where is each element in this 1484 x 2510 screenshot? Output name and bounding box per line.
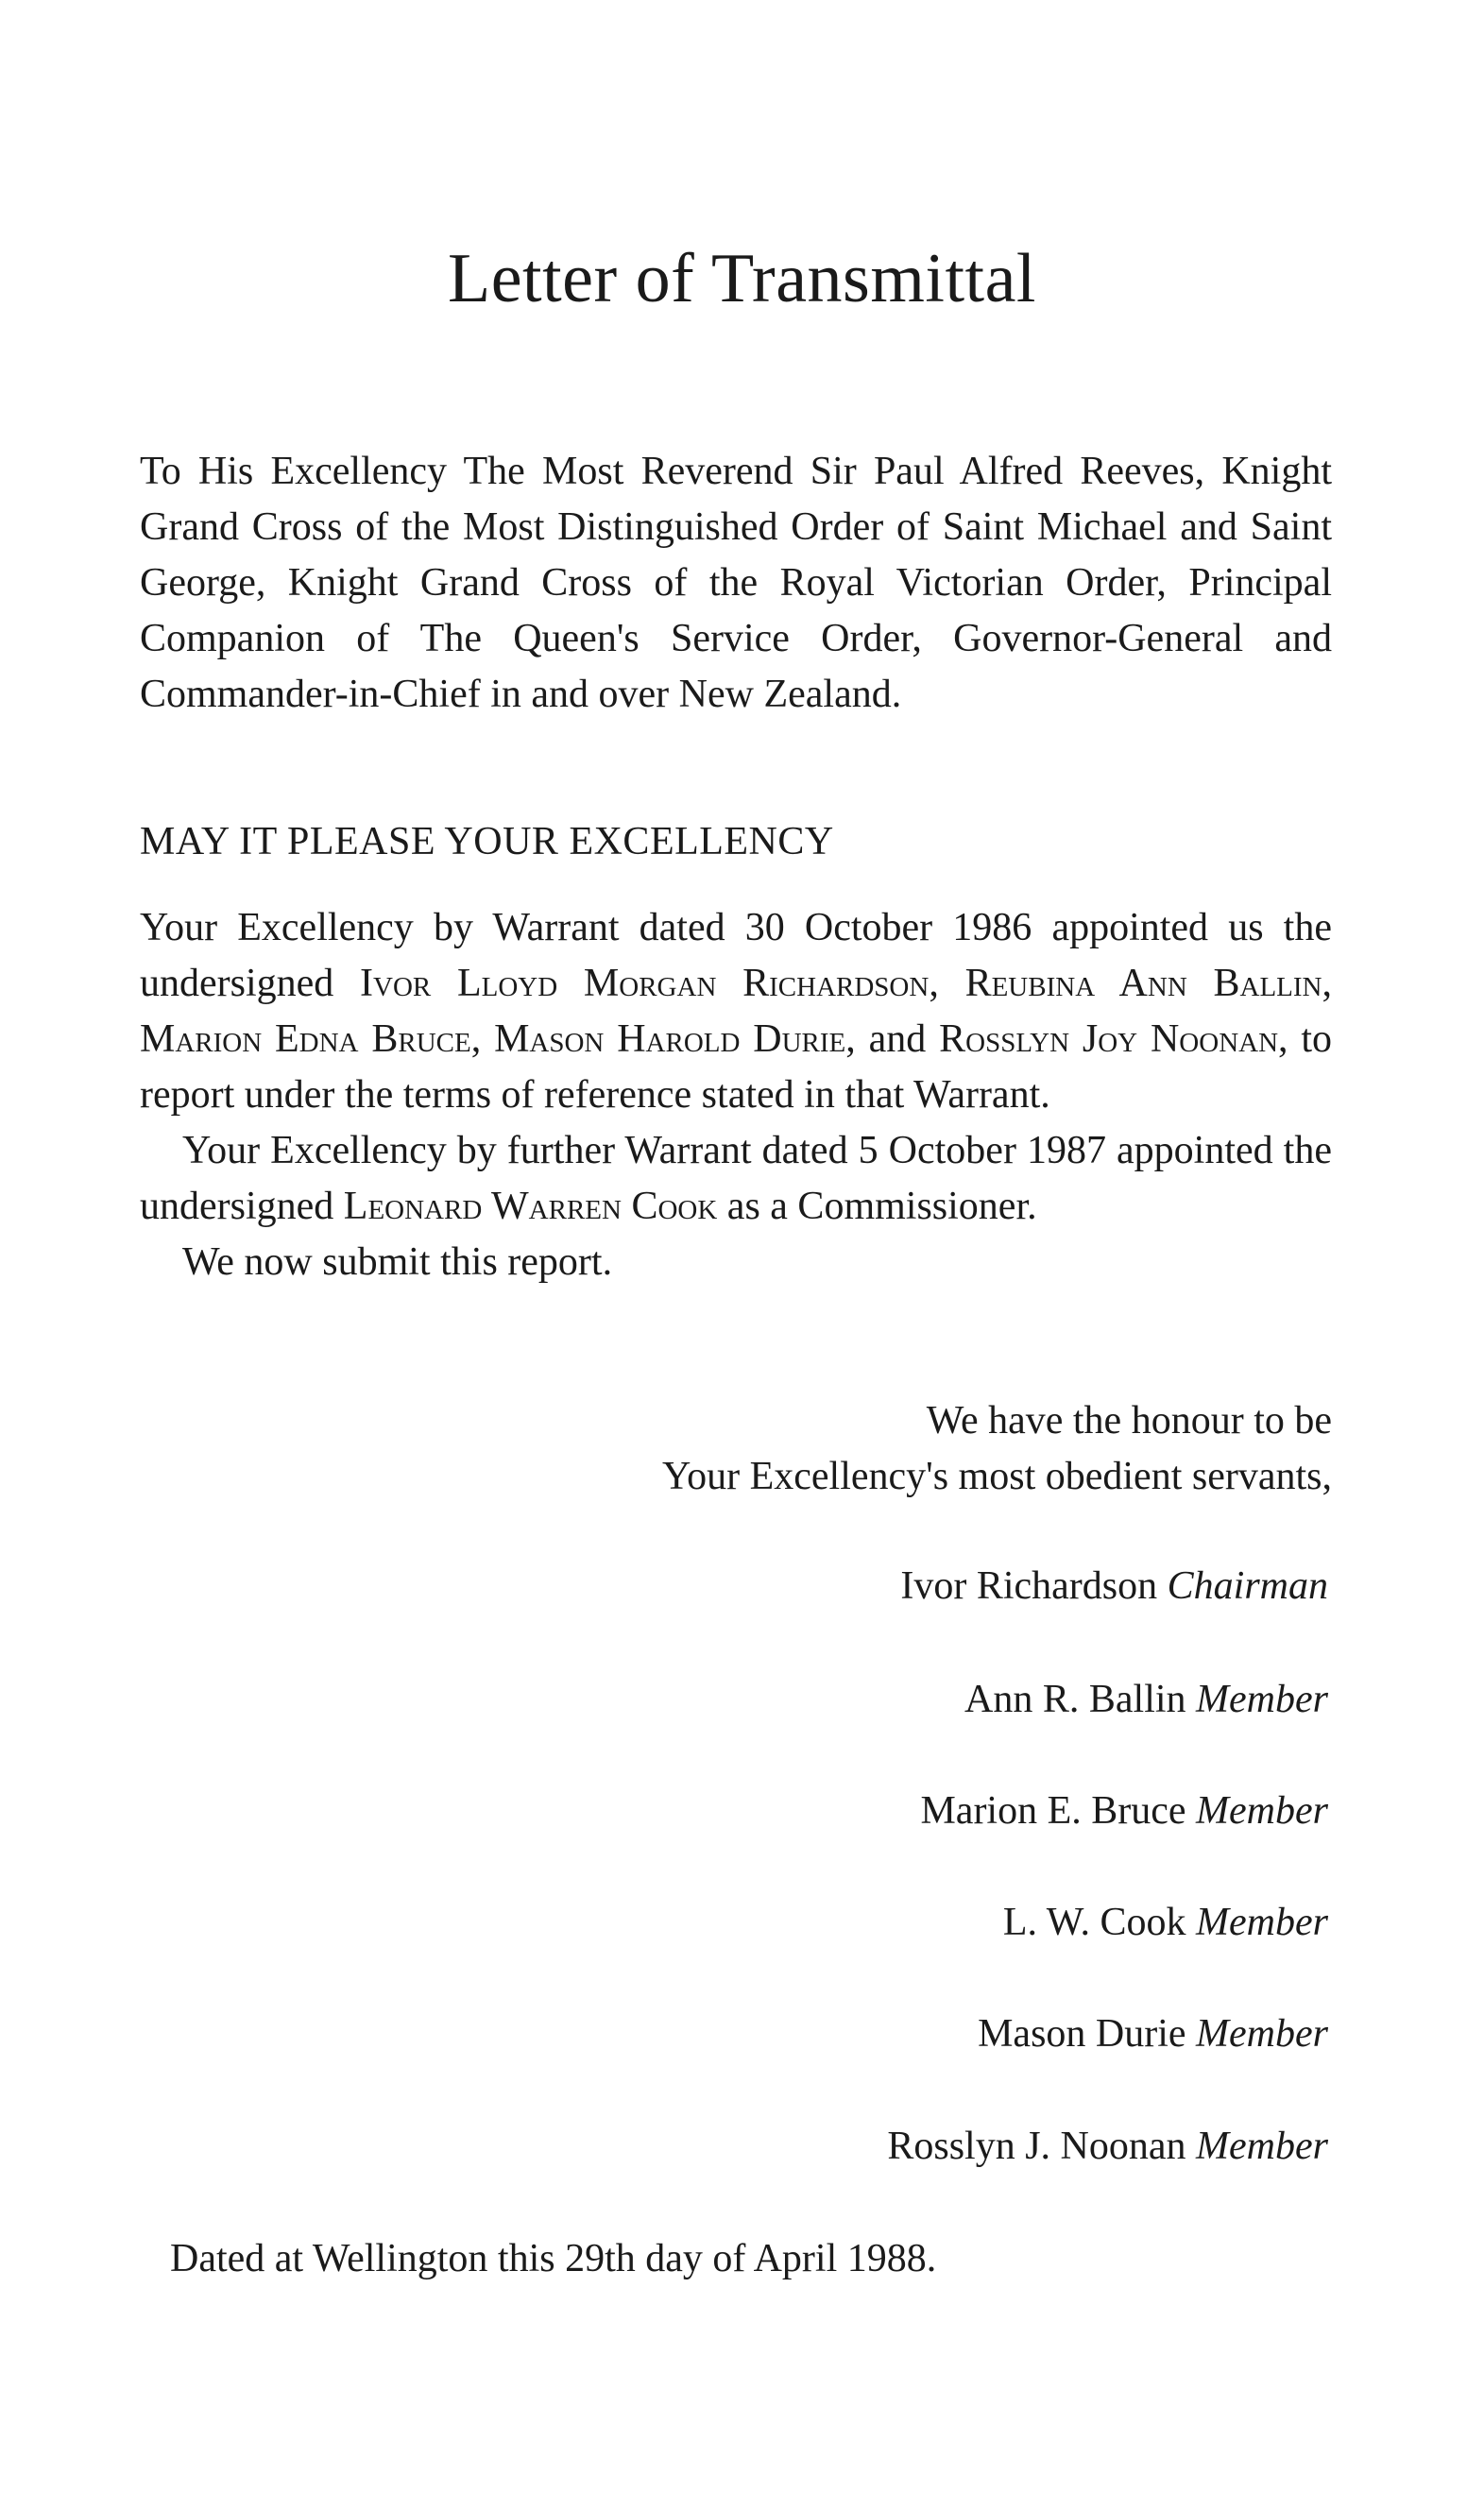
signatory-role: Member [1196, 1901, 1328, 1944]
commissioner-name: Leonard Warren Cook [343, 1185, 718, 1228]
paragraph-text: as a Commissioner. [717, 1185, 1037, 1228]
signatory-role: Member [1196, 2125, 1328, 2168]
signatory-name: Rosslyn J. Noonan [887, 2125, 1186, 2168]
paragraph-text: , to report under the terms of reference stated in that Warrant. [140, 1017, 1333, 1117]
commissioner-name: Rosslyn Joy Noonan [939, 1017, 1279, 1061]
salutation: MAY IT PLEASE YOUR EXCELLENCY [140, 820, 834, 863]
signatory-role: Chairman [1167, 1564, 1328, 1608]
commissioner-name: Reubina Ann Ballin [964, 962, 1322, 1005]
signature-line [920, 1784, 1328, 1839]
signatory-name: Mason Durie [978, 2012, 1186, 2056]
signature-line [978, 2006, 1328, 2062]
paragraph-text: Your Excellency by Warrant dated 30 October 1986 appointed us the undersigned [140, 906, 1332, 1005]
submission-paragraph: We now submit this report. [182, 1240, 613, 1284]
page-title: Letter of Transmittal [448, 240, 1036, 317]
signatory-role: Member [1196, 1789, 1328, 1833]
further-appointment-paragraph [140, 1123, 1332, 1235]
signature-line [964, 1672, 1328, 1728]
address-paragraph: To His Excellency The Most Reverend Sir Paul Alfred Reeves, Knight Grand Cross of the Most Distinguished Order of Saint Michael and Saint George, Knight Grand Cross of the Royal Victorian Order, Principal Companion of The Queen's Service Order, Governor-General and Commander-in-Chief in and over New Zealand. [140, 450, 1332, 716]
letter-body [140, 900, 1332, 1290]
closing-line: Your Excellency's most obedient servants, [661, 1455, 1332, 1498]
signatory-role: Member [1196, 1678, 1328, 1721]
commissioner-name: Ivor Lloyd Morgan Richardson [360, 962, 930, 1005]
conjunction-text: and [868, 1017, 940, 1061]
appointment-paragraph: Your Excellency by Warrant dated 30 October 1986 appointed us the undersigned Ivor Lloyd Morgan Richardson, Reubina Ann Ballin, Marion Edna Bruce, Mason Harold Durie, and Rosslyn Joy Noonan, to report under the terms of reference stated in that Warrant. [140, 906, 1333, 1117]
signatory-role: Member [1196, 2012, 1328, 2056]
closing-line: We have the honour to be [926, 1399, 1332, 1443]
signatory-name: L. W. Cook [1002, 1901, 1186, 1944]
signatory-name: Marion E. Bruce [920, 1789, 1186, 1833]
date-line: Dated at Wellington this 29th day of April 1988. [170, 2237, 937, 2280]
signatory-name: Ann R. Ballin [964, 1678, 1186, 1721]
signature-line [887, 2119, 1328, 2175]
signature-line [1003, 1895, 1328, 1951]
commissioner-name: Marion Edna Bruce [140, 1017, 471, 1061]
commissioner-name: Mason Harold Durie [494, 1017, 846, 1061]
closing-block [662, 1393, 1332, 1505]
paragraph-text: Your Excellency by further Warrant dated 5 October 1987 appointed the undersigned [140, 1129, 1332, 1228]
signature-line [900, 1559, 1328, 1614]
signatory-name: Ivor Richardson [900, 1564, 1158, 1608]
